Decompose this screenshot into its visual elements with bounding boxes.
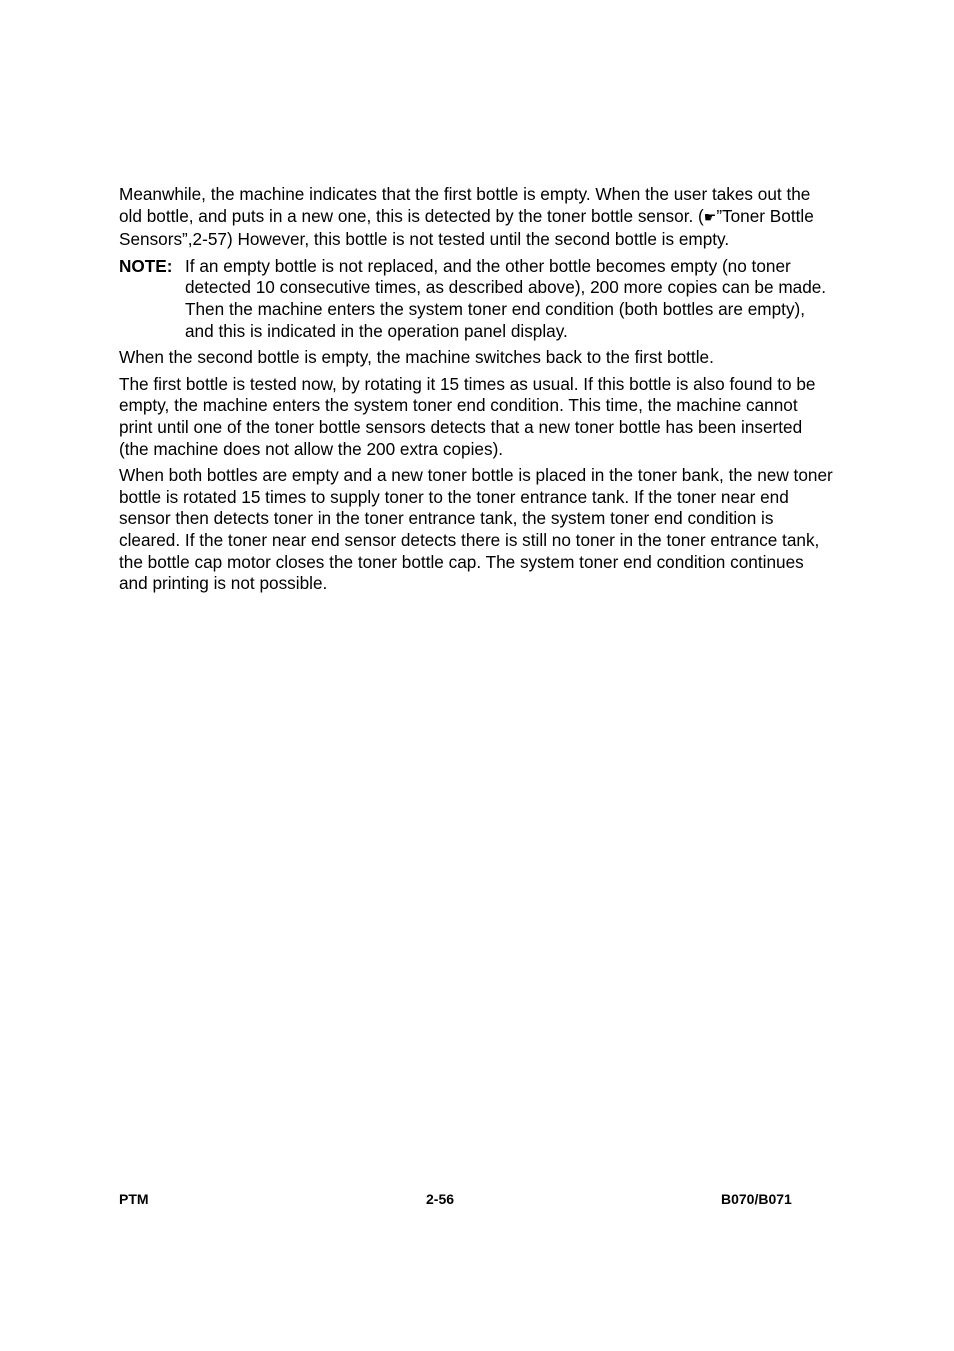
paragraph-both-empty: When both bottles are empty and a new toner bottle is placed in the toner bank, the new toner bottle is rotated 15 times to supply toner to the toner entrance tank. If the toner near end sensor then detects toner in the toner entrance tank, the system toner end condition is cleared. If the toner near end sensor detects there is still no toner in the toner entrance tank, the bottle cap motor closes the toner bottle cap. The system toner end condition continues and printing is not possible. [119, 465, 833, 594]
paragraph-second-bottle: When the second bottle is empty, the machine switches back to the first bottle. [119, 347, 714, 368]
paragraph-text: Meanwhile, the machine indicates that the first bottle is empty. When the user takes out the old bottle, and puts in a new one, this is detected by the toner bottle sensor. ( [119, 184, 811, 226]
page-body [119, 184, 835, 600]
note-label: NOTE: [119, 255, 173, 276]
footer-page-number: 2-56 [426, 1191, 455, 1207]
footer-model-number: B070/B071 [721, 1191, 792, 1207]
cross-reference-text[interactable]: ”Toner Bottle Sensors”,2-57) However, this bottle is not tested until the second bottle is empty. [119, 205, 814, 250]
note-block [119, 256, 835, 342]
paragraph-bottle-replacement [119, 184, 835, 251]
pointing-hand-icon: ☛ [703, 209, 717, 226]
footer-manual-code: PTM [119, 1191, 149, 1207]
note-text: If an empty bottle is not replaced, and the other bottle becomes empty (no toner detected 10 consecutive times, as described above), 200 more copies can be made. Then the machine enters the system toner end condition (both bottles are empty), and this is indicated in the operation panel display. [185, 255, 827, 341]
paragraph-first-bottle-test: The first bottle is tested now, by rotating it 15 times as usual. If this bottle is also found to be empty, the machine enters the system toner end condition. This time, the machine cannot print until one of the toner bottle sensors detects that a new toner bottle has been inserted (the machine does not allow the 200 extra copies). [119, 373, 816, 459]
